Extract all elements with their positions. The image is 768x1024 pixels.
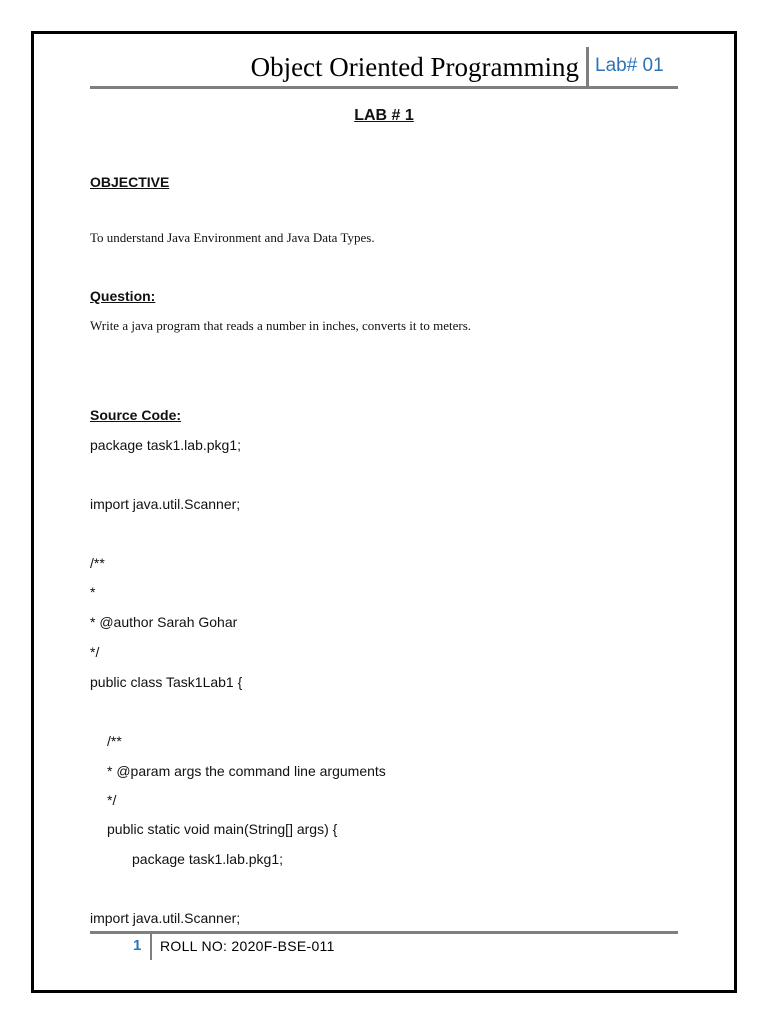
code-line: public class Task1Lab1 {	[90, 674, 243, 690]
code-line: import java.util.Scanner;	[90, 910, 241, 926]
objective-heading: OBJECTIVE	[90, 174, 170, 190]
code-line: * @param args the command line arguments	[107, 763, 386, 779]
header-title: Object Oriented Programming	[250, 52, 579, 82]
header-divider	[586, 47, 589, 87]
footer-rule	[90, 931, 678, 934]
header-rule	[90, 86, 678, 89]
question-text: Write a java program that reads a number in inches, converts it to meters.	[90, 318, 472, 333]
code-line: package task1.lab.pkg1;	[90, 437, 241, 453]
page-number: 1	[133, 937, 142, 954]
code-line: */	[90, 644, 100, 660]
code-line: import java.util.Scanner;	[90, 496, 241, 512]
header-lab-tag: Lab# 01	[595, 55, 664, 76]
code-line: *	[90, 584, 96, 600]
footer-divider	[150, 934, 152, 960]
source-code-heading: Source Code:	[90, 407, 182, 423]
objective-text: To understand Java Environment and Java Data Types.	[90, 230, 375, 245]
question-heading: Question:	[90, 288, 156, 304]
code-line: package task1.lab.pkg1;	[132, 851, 283, 867]
code-line: /**	[107, 733, 122, 749]
code-line: */	[107, 792, 117, 808]
code-line: public static void main(String[] args) {	[107, 821, 338, 837]
code-line: /**	[90, 555, 105, 571]
code-line: * @author Sarah Gohar	[90, 614, 238, 630]
roll-number: ROLL NO: 2020F-BSE-011	[160, 938, 335, 954]
lab-heading: LAB # 1	[354, 107, 414, 124]
